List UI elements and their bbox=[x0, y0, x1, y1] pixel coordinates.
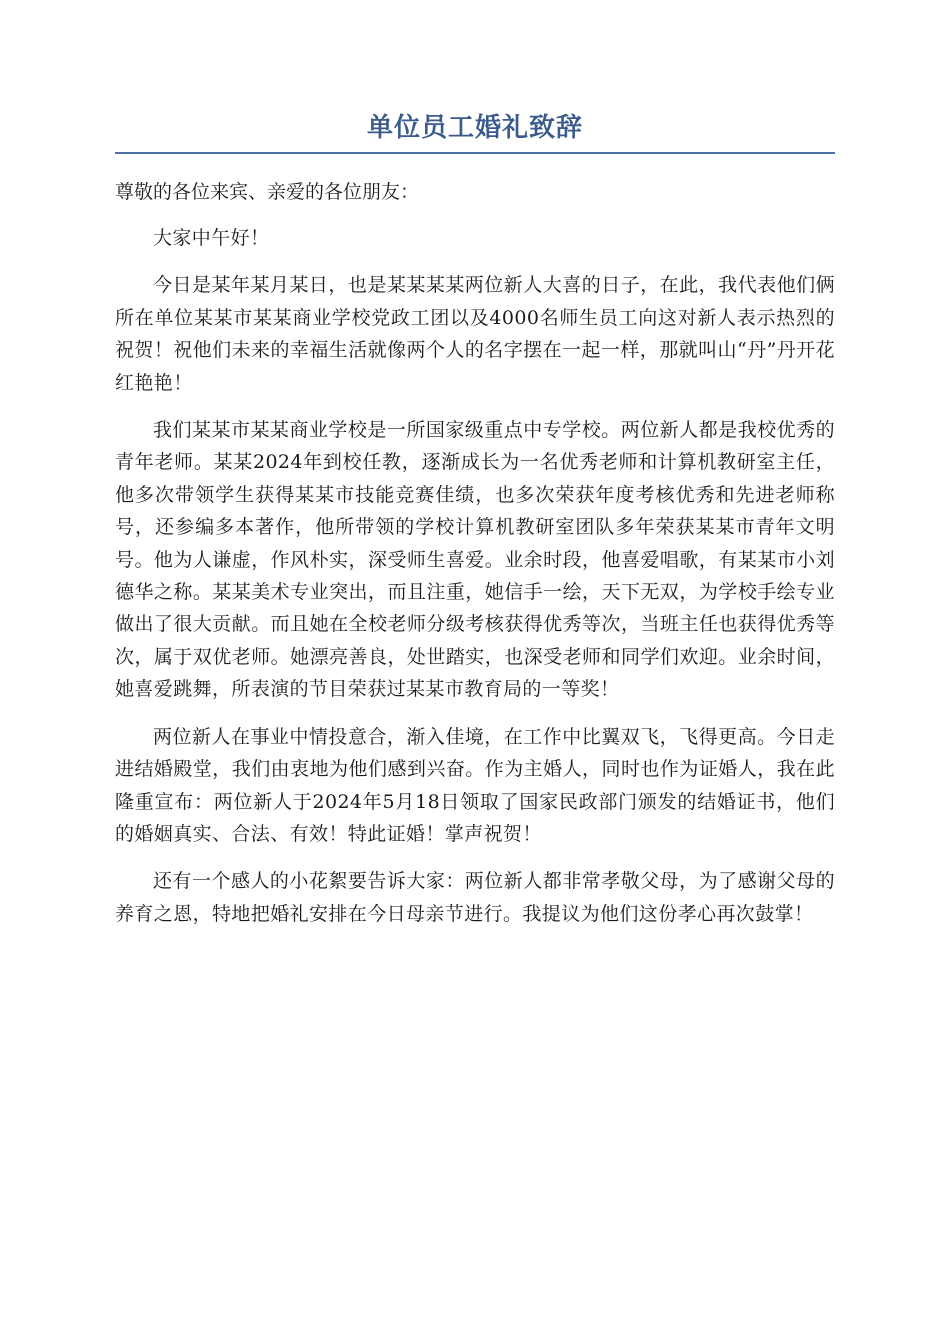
paragraph-announcement: 两位新人在事业中情投意合，渐入佳境，在工作中比翼双飞，飞得更高。今日走进结婚殿堂，我们由衷地为他们感到兴奋。作为主婚人，同时也作为证婚人，我在此隆重宣布：两位新人于2024年5月18日领取了国家民政部门颁发的结婚证书，他们的婚姻真实、合法、有效！特此证婚！掌声祝贺！ bbox=[115, 725, 835, 845]
paragraph-introduction: 我们某某市某某商业学校是一所国家级重点中专学校。两位新人都是我校优秀的青年老师。某某2024年到校任教，逐渐成长为一名优秀老师和计算机教研室主任，他多次带领学生获得某某市技能竞赛佳绩，也多次荣获年度考核优秀和先进老师称号，还参编多本著作，他所带领的学校计算机教研室团队多年荣获某某市青年文明号。他为人谦虚，作风朴实，深受师生喜爱。业余时段，他喜爱唱歌，有某某市小刘德华之称。某某美术专业突出，而且注重，她信手一绘，天下无双，为学校手绘专业做出了很大贡献。而且她在全校老师分级考核获得优秀等次，当班主任也获得优秀等次，属于双优老师。她漂亮善良，处世踏实，也深受老师和同学们欢迎。业余时间，她喜爱跳舞，所表演的节目荣获过某某市教育局的一等奖！ bbox=[115, 419, 835, 701]
paragraph-congratulations: 今日是某年某月某日，也是某某某某两位新人大喜的日子，在此，我代表他们俩所在单位某某市某某商业学校党政工团以及4000名师生员工向这对新人表示热烈的祝贺！祝他们未来的幸福生活就像两个人的名字摆在一起一样，那就叫山“丹”丹开花红艳艳！ bbox=[115, 274, 835, 394]
paragraph-greeting: 大家中午好！ bbox=[153, 227, 270, 249]
page-title: 单位员工婚礼致辞 bbox=[366, 113, 583, 143]
paragraph-anecdote: 还有一个感人的小花絮要告诉大家：两位新人都非常孝敬父母，为了感谢父母的养育之恩，特地把婚礼安排在今日母亲节进行。我提议为他们这份孝心再次鼓掌！ bbox=[115, 870, 835, 925]
salutation: 尊敬的各位来宾、亲爱的各位朋友： bbox=[115, 181, 420, 203]
title-divider bbox=[115, 152, 835, 154]
document-page bbox=[115, 108, 835, 945]
